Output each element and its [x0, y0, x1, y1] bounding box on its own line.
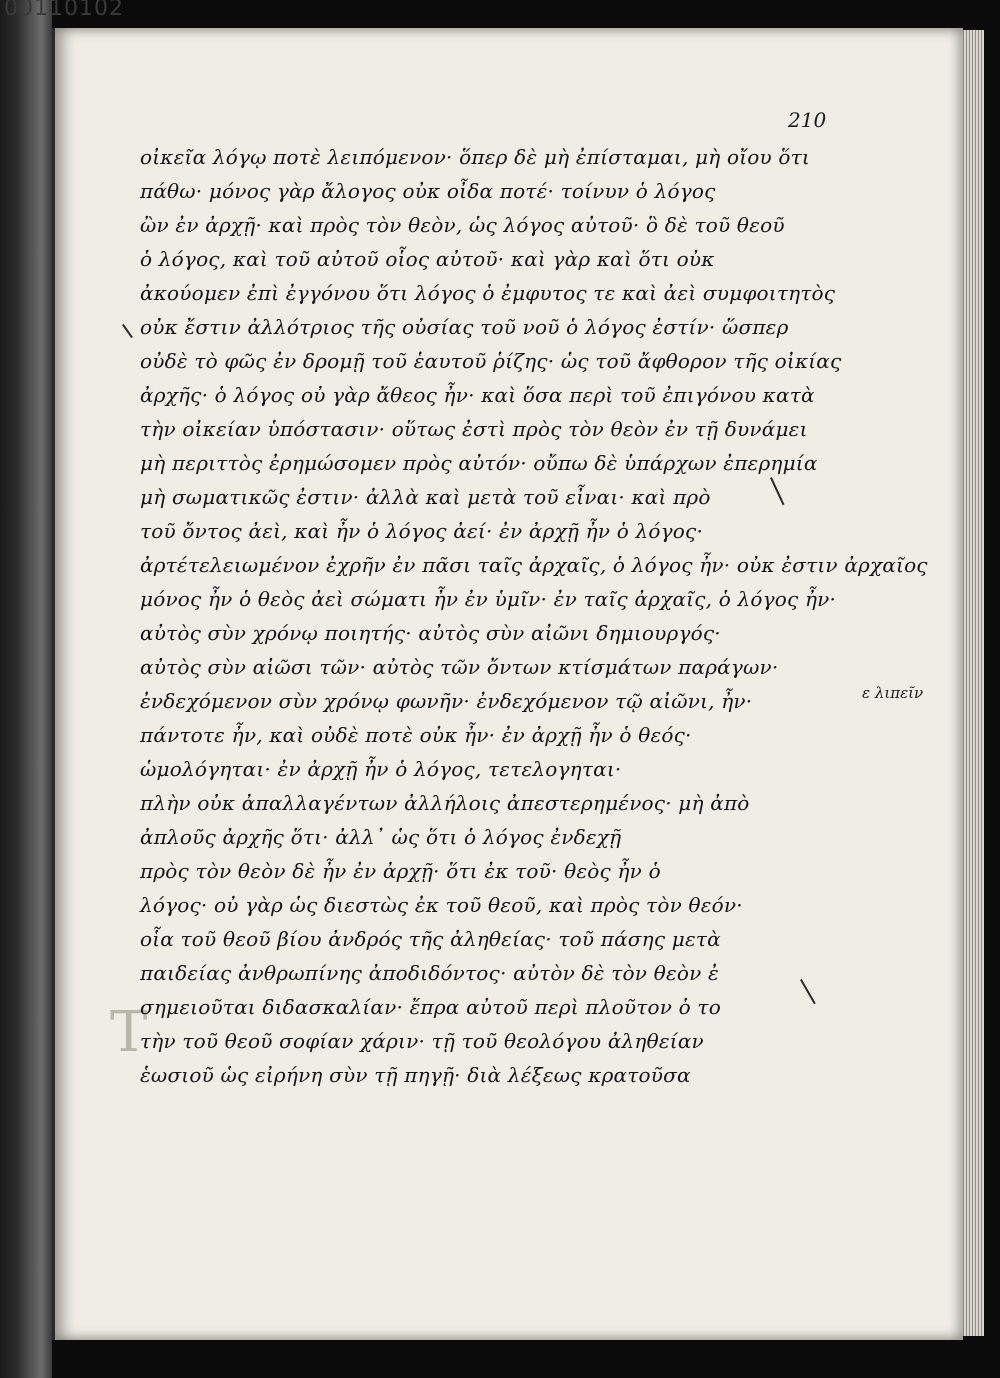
manuscript-line: ἀκούομεν ἐπὶ ἐγγόνου ὅτι λόγος ὁ ἐμφυτος τε καὶ ἀεὶ συμφοιτητὸς [140, 281, 836, 305]
manuscript-line: αὐτὸς σὺν χρόνῳ ποιητής· αὐτὸς σὺν αἰῶνι δημιουργός· [140, 621, 721, 645]
manuscript-line: ὁ λόγος, καὶ τοῦ αὐτοῦ οἷος αὐτοῦ· καὶ γὰρ καὶ ὅτι οὐκ [140, 247, 715, 271]
manuscript-line: οἷα τοῦ θεοῦ βίου ἀνδρός τῆς ἀληθείας· τοῦ πάσης μετὰ [140, 927, 721, 951]
manuscript-line: ἑωσιοῦ ὡς εἰρήνη σὺν τῇ πηγῇ· διὰ λέξεως κρατοῦσα [140, 1063, 691, 1087]
manuscript-line: οἰκεῖα λόγῳ ποτὲ λειπόμενον· ὅπερ δὲ μὴ ἐπίσταμαι, μὴ οἴου ὅτι [140, 145, 810, 169]
folio-number: 210 [788, 108, 827, 132]
margin-annotation: ε λιπεῖν [862, 684, 924, 702]
decorated-initial: Τ [110, 1000, 148, 1065]
manuscript-line: ἀρχῆς· ὁ λόγος οὐ γὰρ ἄθεος ἦν· καὶ ὅσα περὶ τοῦ ἐπιγόνου κατὰ [140, 383, 815, 407]
manuscript-line: ὡμολόγηται· ἐν ἀρχῇ ἦν ὁ λόγος, τετελογηται· [140, 757, 622, 781]
manuscript-line: παιδείας ἀνθρωπίνης ἀποδιδόντος· αὐτὸν δὲ τὸν θεὸν ἐ [140, 961, 719, 985]
left-page-edge [0, 0, 52, 1378]
manuscript-line: μόνος ἦν ὁ θεὸς ἀεὶ σώματι ἦν ἐν ὑμῖν· ἐν ταῖς ἀρχαῖς, ὁ λόγος ἦν· [140, 587, 837, 611]
manuscript-line: σημειοῦται διδασκαλίαν· ἔπρα αὐτοῦ περὶ πλοῦτον ὁ το [140, 995, 721, 1019]
manuscript-line: τὴν οἰκείαν ὑπόστασιν· οὕτως ἐστὶ πρὸς τὸν θεὸν ἐν τῇ δυνάμει [140, 417, 808, 441]
manuscript-line: πάντοτε ἦν, καὶ οὐδὲ ποτὲ οὐκ ἦν· ἐν ἀρχῇ ἦν ὁ θεός· [140, 723, 692, 747]
manuscript-line: μὴ περιττὸς ἐρημώσομεν πρὸς αὐτόν· οὔπω δὲ ὑπάρχων ἐπερημία [140, 451, 818, 475]
manuscript-line: ἀπλοῦς ἀρχῆς ὅτι· ἀλλ᾽ ὡς ὅτι ὁ λόγος ἐνδεχῇ [140, 825, 622, 849]
manuscript-line: τοῦ ὄντος ἀεὶ, καὶ ἦν ὁ λόγος ἀεί· ἐν ἀρχῇ ἦν ὁ λόγος· [140, 519, 703, 543]
manuscript-line: πλὴν οὐκ ἀπαλλαγέντων ἀλλήλοις ἀπεστερημένος· μὴ ἀπὸ [140, 791, 750, 815]
manuscript-line: ἐνδεχόμενον σὺν χρόνῳ φωνῆν· ἐνδεχόμενον τῷ αἰῶνι, ἦν· [140, 689, 753, 713]
manuscript-line: πρὸς τὸν θεὸν δὲ ἦν ἐν ἀρχῇ· ὅτι ἐκ τοῦ· θεὸς ἦν ὁ [140, 859, 661, 883]
manuscript-line: τὴν τοῦ θεοῦ σοφίαν χάριν· τῇ τοῦ θεολόγου ἀληθείαν [140, 1029, 704, 1053]
manuscript-line: ἀρτέτελειωμένον ἐχρῆν ἐν πᾶσι ταῖς ἀρχαῖς, ὁ λόγος ἦν· οὐκ ἐστιν ἀρχαῖος [140, 553, 928, 577]
manuscript-line: πάθω· μόνος γὰρ ἄλογος οὐκ οἶδα ποτέ· τοίνυν ὁ λόγος [140, 179, 716, 203]
manuscript-line: ὢν ἐν ἀρχῇ· καὶ πρὸς τὸν θεὸν, ὡς λόγος αὐτοῦ· ὃ δὲ τοῦ θεοῦ [140, 213, 785, 237]
manuscript-line: μὴ σωματικῶς ἐστιν· ἀλλὰ καὶ μετὰ τοῦ εἶναι· καὶ πρὸ [140, 485, 711, 509]
manuscript-line: αὐτὸς σὺν αἰῶσι τῶν· αὐτὸς τῶν ὄντων κτίσμάτων παράγων· [140, 655, 779, 679]
manuscript-line: λόγος· οὐ γὰρ ὡς διεστὼς ἐκ τοῦ θεοῦ, καὶ πρὸς τὸν θεόν· [140, 893, 743, 917]
scan-id-watermark: 00110102 [4, 0, 124, 21]
manuscript-line: οὐδὲ τὸ φῶς ἐν δρομῇ τοῦ ἑαυτοῦ ῥίζης· ὡς τοῦ ἄφθορον τῆς οἰκίας [140, 349, 842, 373]
manuscript-line: οὐκ ἔστιν ἀλλότριος τῆς οὐσίας τοῦ νοῦ ὁ λόγος ἐστίν· ὥσπερ [140, 315, 789, 339]
